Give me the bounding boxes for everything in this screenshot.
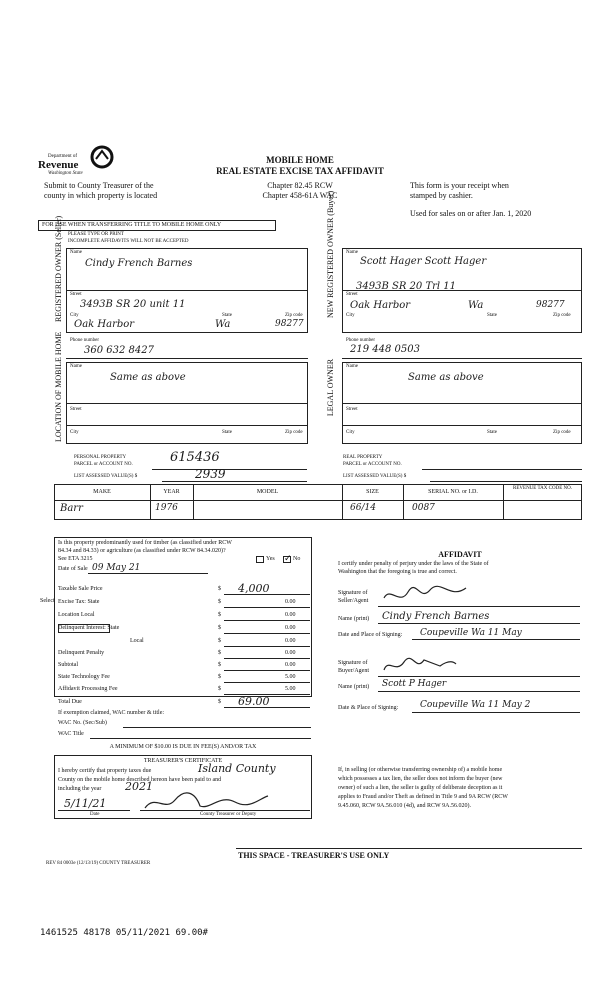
- seller-phone-label: Phone number: [70, 338, 100, 343]
- side-location: LOCATION OF MOBILE HOME: [54, 331, 63, 442]
- sig-seller-label2: Seller/Agent: [338, 598, 369, 604]
- timber-q3: See ETA 3215: [58, 556, 93, 562]
- legal-city-label: City: [346, 430, 355, 435]
- buyer-zip-label: Zip code: [553, 313, 571, 318]
- td-make: Barr: [60, 503, 83, 514]
- dept-line1: Department of: [48, 154, 78, 159]
- location-name: Same as above: [110, 372, 186, 383]
- tax-line-underline: [224, 620, 310, 621]
- buyer-state: Wa: [468, 300, 484, 311]
- seller-zip-label: Zip code: [285, 313, 303, 318]
- real-parcel-label: PARCEL or ACCOUNT NO.: [343, 462, 402, 467]
- tax-line-label: Delinquent Interest: State: [58, 625, 120, 631]
- affidavit-text2: Washington that the foregoing is true and correct.: [338, 569, 457, 575]
- receipt-2: stamped by cashier.: [410, 191, 473, 200]
- cashier-stamp: 1461525 48178 05/11/2021 69.00#: [40, 928, 208, 938]
- treasurer-line1: I hereby certify that property taxes due: [58, 768, 152, 774]
- title-2: REAL ESTATE EXCISE TAX AFFIDAVIT: [216, 166, 384, 176]
- real-assessed-label: LIST ASSESSED VALUE(S) $: [343, 474, 407, 479]
- buyer-signature-icon: [380, 654, 460, 676]
- dollar-sign: $: [218, 638, 221, 644]
- th-revenue-code: REVENUE TAX CODE NO.: [513, 486, 572, 491]
- side-legal-owner: LEGAL OWNER: [326, 358, 335, 417]
- buyer-state-label: State: [487, 313, 497, 318]
- seller-city-label: City: [70, 313, 79, 318]
- th-model: MODEL: [256, 489, 279, 495]
- legal-name: Same as above: [408, 372, 484, 383]
- fraud-4: applies to Fraud and/or Theft as defined in Title 9 and 9A RCW (RCW: [338, 794, 508, 800]
- treasurer-line3: including the year: [58, 786, 102, 792]
- treasurer-use-only: THIS SPACE - TREASURER'S USE ONLY: [238, 851, 390, 860]
- th-serial: SERIAL NO. or I.D.: [428, 489, 478, 495]
- affidavit-title: AFFIDAVIT: [438, 550, 482, 559]
- tax-line-label: Location Local: [58, 612, 95, 618]
- treasurer-date: 5/11/21: [64, 797, 107, 810]
- buyer-phone-label: Phone number: [346, 338, 376, 343]
- tax-line-label: Affidavit Processing Fee: [58, 686, 118, 692]
- timber-q2: 84.34 and 84.33) or agriculture (as classified under RCW 84.34.020)?: [58, 548, 226, 554]
- personal-parcel: 615436: [170, 450, 220, 465]
- tax-line-underline: [224, 682, 310, 683]
- buyer-date-place: Coupeville Wa 11 May 2: [420, 700, 531, 710]
- fraud-2: which possesses a tax lien, the seller does not inform the buyer (new: [338, 776, 503, 782]
- location-city-label: City: [70, 430, 79, 435]
- tax-line-value[interactable]: 0.00: [285, 650, 296, 656]
- seller-street: 3493B SR 20 unit 11: [80, 299, 186, 310]
- tax-line-underline: [224, 646, 310, 647]
- legal-street-label: Street: [346, 407, 358, 412]
- treasurer-county: Island County: [198, 762, 276, 775]
- treasurer-date-label: Date: [90, 812, 100, 817]
- buyer-print-name: Scott P Hager: [382, 679, 447, 689]
- incomplete-notice: INCOMPLETE AFFIDAVITS WILL NOT BE ACCEPTED: [68, 239, 189, 244]
- tax-line-label: Delinquent Penalty: [58, 650, 105, 656]
- treasurer-title: TREASURER'S CERTIFICATE: [143, 758, 223, 764]
- seller-print-name: Cindy French Barnes: [382, 611, 490, 622]
- tax-line-value[interactable]: 0.00: [285, 612, 296, 618]
- tax-line-underline: [224, 633, 310, 634]
- real-property-label: REAL PROPERTY: [343, 455, 383, 460]
- affidavit-text1: I certify under penalty of perjury under the laws of the State of: [338, 561, 489, 567]
- tax-line-label: Total Due: [58, 699, 82, 705]
- fraud-3: owner) of such a lien, the seller is guilty of deliberate deception as it: [338, 785, 503, 791]
- personal-assessed-label: LIST ASSESSED VALUE(S) $: [74, 474, 138, 479]
- yes-label: Yes: [266, 556, 275, 562]
- submit-line2: county in which property is located: [44, 191, 158, 200]
- submit-line1: Submit to County Treasurer of the: [44, 181, 154, 190]
- seller-phone: 360 632 8427: [84, 345, 154, 356]
- location-street-label: Street: [70, 407, 82, 412]
- date-of-sale: 09 May 21: [92, 563, 141, 573]
- tax-line-label: State Technology Fee: [58, 674, 110, 680]
- td-year: 1976: [155, 503, 178, 513]
- side-new-registered-owner: NEW REGISTERED OWNER (Buyer): [326, 190, 335, 318]
- tax-line-value[interactable]: 0.00: [285, 638, 296, 644]
- tax-line-label: Taxable Sale Price: [58, 586, 103, 592]
- dollar-sign: $: [218, 674, 221, 680]
- receipt-1: This form is your receipt when: [410, 181, 509, 190]
- th-size: SIZE: [366, 489, 379, 495]
- seller-zip: 98277: [275, 319, 304, 329]
- th-make: MAKE: [93, 489, 111, 495]
- tax-line-value[interactable]: 69.00: [238, 695, 270, 708]
- personal-assessed: 2939: [195, 467, 226, 481]
- date-of-sale-label: Date of Sale: [58, 566, 88, 572]
- seller-street-label: Street: [70, 292, 82, 297]
- tax-line-value[interactable]: 0.00: [285, 599, 296, 605]
- tax-line-underline: [224, 658, 310, 659]
- legal-name-label: Name: [346, 364, 358, 369]
- chapter-1: Chapter 82.45 RCW: [267, 181, 333, 190]
- dollar-sign: $: [218, 625, 221, 631]
- chapter-2: Chapter 458-61A WAC: [262, 191, 338, 200]
- used-for: Used for sales on or after Jan. 1, 2020: [410, 209, 532, 218]
- tax-line-value[interactable]: 5.00: [285, 686, 296, 692]
- exemption-label: If exemption claimed, WAC number & title:: [58, 710, 165, 716]
- tax-line-label: Excise Tax: State: [58, 599, 100, 605]
- local-select-box[interactable]: [58, 624, 110, 633]
- tax-line-value[interactable]: 0.00: [285, 625, 296, 631]
- seller-print-label: Name (print): [338, 616, 370, 622]
- tax-line-value[interactable]: 5.00: [285, 674, 296, 680]
- revenue-logo-icon: [88, 145, 116, 169]
- timber-q1: Is this property predominantly used for timber (as classified under RCW: [58, 540, 232, 546]
- buyer-phone: 219 448 0503: [350, 344, 420, 355]
- location-name-label: Name: [70, 364, 82, 369]
- buyer-street: 3493B SR 20 Trl 11: [356, 281, 456, 292]
- location-zip-label: Zip code: [285, 430, 303, 435]
- title-1: MOBILE HOME: [266, 155, 334, 165]
- buyer-city-label: City: [346, 313, 355, 318]
- tax-line-underline: [224, 607, 310, 608]
- td-serial: 0087: [412, 503, 435, 513]
- buyer-date-place-label: Date & Place of Signing:: [338, 705, 399, 711]
- personal-parcel-label: PARCEL or ACCOUNT NO.: [74, 462, 133, 467]
- tax-line-value[interactable]: 4,000: [238, 582, 270, 595]
- minimum-notice: A MINIMUM OF $10.00 IS DUE IN FEE(S) AND/OR TAX: [109, 744, 257, 750]
- side-registered-owner: REGISTERED OWNER (Seller): [54, 215, 63, 322]
- legal-state-label: State: [487, 430, 497, 435]
- buyer-name: Scott Hager Scott Hager: [360, 256, 487, 267]
- treasurer-signer-label: County Treasurer or Deputy: [200, 812, 257, 817]
- treasurer-line2: County on the mobile home described hereon have been paid to and: [58, 777, 222, 783]
- no-label: No: [293, 556, 301, 562]
- select-label[interactable]: Select: [40, 598, 55, 604]
- dept-line3: Washington State: [48, 171, 83, 176]
- tax-line-label: Subtotal: [58, 662, 79, 668]
- dollar-sign: $: [218, 662, 221, 668]
- seller-state: Wa: [215, 319, 231, 330]
- buyer-street-label: Street: [346, 292, 358, 297]
- seller-city: Oak Harbor: [74, 319, 135, 330]
- yes-checkbox[interactable]: [256, 556, 264, 563]
- fraud-1: If, in selling (or otherwise transferring ownership of) a mobile home: [338, 767, 503, 773]
- dollar-sign: $: [218, 686, 221, 692]
- sig-seller-label1: Signature of: [338, 590, 368, 596]
- location-state-label: State: [222, 430, 232, 435]
- personal-property-label: PERSONAL PROPERTY: [74, 455, 127, 460]
- wac-no-label: WAC No. (Sec/Sub): [58, 720, 107, 726]
- dollar-sign: $: [218, 612, 221, 618]
- fraud-5: 9.45.060, RCW 9A.56.010 (4d), and RCW 9A.56.020).: [338, 803, 471, 809]
- seller-date-place: Coupeville Wa 11 May: [420, 628, 522, 638]
- seller-state-label: State: [222, 313, 232, 318]
- buyer-print-label: Name (print): [338, 684, 370, 690]
- sig-buyer-label1: Signature of: [338, 660, 368, 666]
- buyer-zip: 98277: [536, 300, 565, 310]
- dollar-sign: $: [218, 650, 221, 656]
- treasurer-year: 2021: [125, 780, 153, 793]
- tax-line-underline: [224, 670, 310, 671]
- tax-line-value[interactable]: 0.00: [285, 662, 296, 668]
- seller-date-place-label: Date and Place of Signing:: [338, 632, 403, 638]
- sig-buyer-label2: Buyer/Agent: [338, 668, 369, 674]
- dept-line2: Revenue: [38, 159, 79, 171]
- use-notice: FOR USE WHEN TRANSFERRING TITLE TO MOBILE HOME ONLY: [42, 222, 222, 228]
- rev-line: REV 84 0003e (12/13/19) COUNTY TREASURER: [46, 861, 151, 866]
- seller-signature-icon: [380, 584, 470, 606]
- dollar-sign: $: [218, 586, 221, 592]
- legal-zip-label: Zip code: [553, 430, 571, 435]
- dollar-sign: $: [218, 599, 221, 605]
- td-size: 66/14: [350, 503, 376, 513]
- seller-name-label: Name: [70, 250, 82, 255]
- tax-line-label: Local: [130, 638, 144, 644]
- buyer-city: Oak Harbor: [350, 300, 411, 311]
- no-check-mark-icon: ✓: [284, 553, 292, 563]
- dollar-sign: $: [218, 699, 221, 705]
- wac-title-label: WAC Title: [58, 731, 84, 737]
- seller-name: Cindy French Barnes: [85, 258, 193, 269]
- th-year: YEAR: [163, 489, 180, 495]
- buyer-name-label: Name: [346, 250, 358, 255]
- please-type: PLEASE TYPE OR PRINT: [68, 232, 124, 237]
